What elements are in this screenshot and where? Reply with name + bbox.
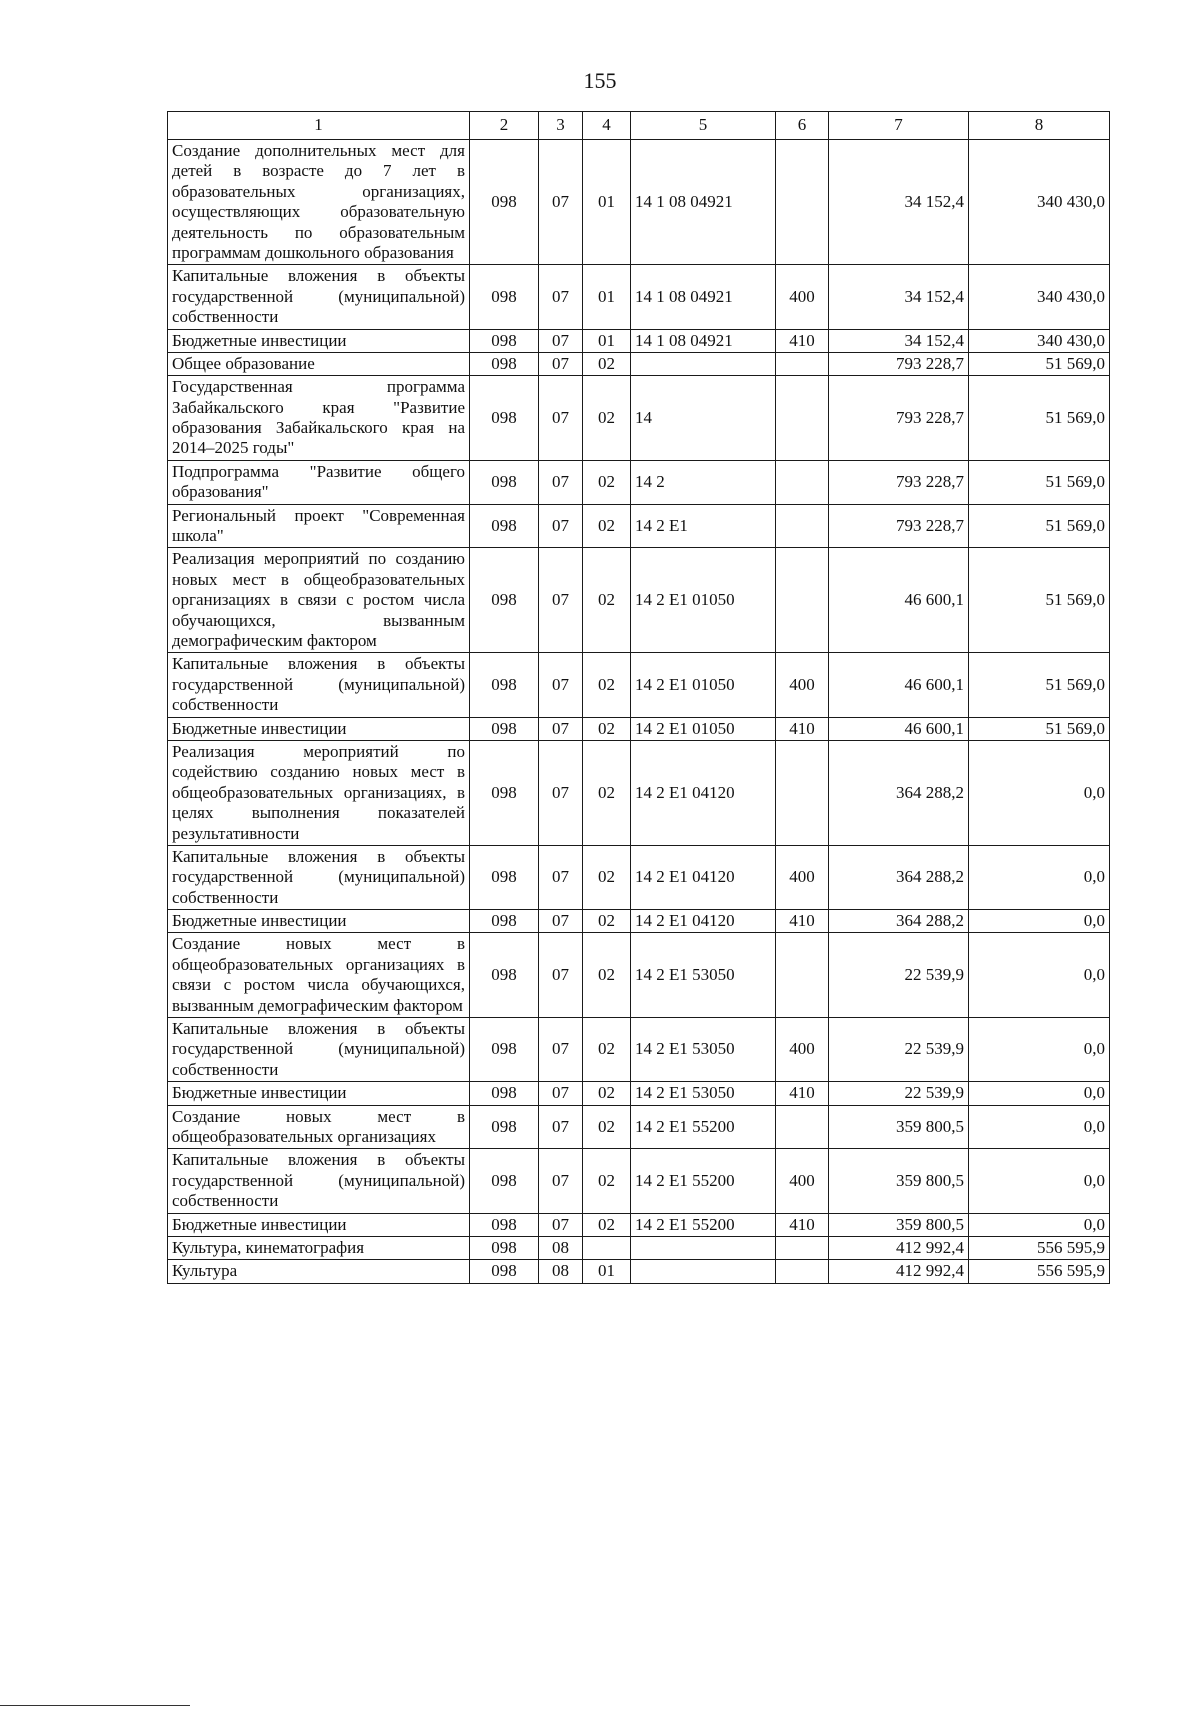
table-row xyxy=(168,329,1110,352)
row-subsection-cell: 02 xyxy=(583,1018,631,1082)
row-name-cell: Общее образование xyxy=(168,352,470,375)
table-row xyxy=(168,1105,1110,1149)
row-amount-2-cell: 51 569,0 xyxy=(969,460,1110,504)
row-section-cell: 07 xyxy=(539,1082,583,1105)
row-amount-1-cell: 793 228,7 xyxy=(829,504,969,548)
row-expense-type-cell xyxy=(776,376,829,461)
column-header-2: 2 xyxy=(470,112,539,140)
row-target-article-cell: 14 2 E1 01050 xyxy=(631,653,776,717)
row-admin-code-cell: 098 xyxy=(470,1149,539,1213)
row-admin-code-cell: 098 xyxy=(470,717,539,740)
row-amount-1-cell: 34 152,4 xyxy=(829,329,969,352)
row-admin-code-cell: 098 xyxy=(470,548,539,653)
row-section-cell: 07 xyxy=(539,1149,583,1213)
row-amount-2-cell: 0,0 xyxy=(969,1105,1110,1149)
row-name-cell: Капитальные вложения в объекты государственной (муниципальной) собственности xyxy=(168,845,470,909)
table-row xyxy=(168,845,1110,909)
row-section-cell: 07 xyxy=(539,329,583,352)
row-name-cell: Бюджетные инвестиции xyxy=(168,717,470,740)
row-amount-2-cell: 51 569,0 xyxy=(969,717,1110,740)
table-row xyxy=(168,265,1110,329)
row-section-cell: 07 xyxy=(539,845,583,909)
column-header-3: 3 xyxy=(539,112,583,140)
row-name-cell: Бюджетные инвестиции xyxy=(168,1213,470,1236)
table-row xyxy=(168,653,1110,717)
row-expense-type-cell: 410 xyxy=(776,329,829,352)
row-subsection-cell: 01 xyxy=(583,1260,631,1283)
row-expense-type-cell xyxy=(776,933,829,1018)
row-amount-1-cell: 22 539,9 xyxy=(829,1082,969,1105)
row-amount-1-cell: 359 800,5 xyxy=(829,1149,969,1213)
row-expense-type-cell xyxy=(776,740,829,845)
row-name-cell: Создание новых мест в общеобразовательных организациях xyxy=(168,1105,470,1149)
row-section-cell: 08 xyxy=(539,1236,583,1259)
row-name-cell: Региональный проект "Современная школа" xyxy=(168,504,470,548)
table-header-row xyxy=(168,112,1110,140)
row-target-article-cell: 14 2 E1 55200 xyxy=(631,1149,776,1213)
row-amount-2-cell: 0,0 xyxy=(969,1213,1110,1236)
row-amount-2-cell: 51 569,0 xyxy=(969,653,1110,717)
column-header-1: 1 xyxy=(168,112,470,140)
column-header-6: 6 xyxy=(776,112,829,140)
table-row xyxy=(168,933,1110,1018)
row-amount-1-cell: 364 288,2 xyxy=(829,845,969,909)
row-name-cell: Капитальные вложения в объекты государственной (муниципальной) собственности xyxy=(168,1018,470,1082)
row-section-cell: 07 xyxy=(539,717,583,740)
row-target-article-cell: 14 2 E1 55200 xyxy=(631,1105,776,1149)
row-admin-code-cell: 098 xyxy=(470,933,539,1018)
row-expense-type-cell: 400 xyxy=(776,845,829,909)
row-target-article-cell: 14 1 08 04921 xyxy=(631,265,776,329)
table-row xyxy=(168,1260,1110,1283)
row-expense-type-cell xyxy=(776,1260,829,1283)
row-amount-2-cell: 0,0 xyxy=(969,845,1110,909)
row-admin-code-cell: 098 xyxy=(470,1105,539,1149)
row-amount-1-cell: 34 152,4 xyxy=(829,265,969,329)
row-target-article-cell: 14 2 E1 55200 xyxy=(631,1213,776,1236)
row-admin-code-cell: 098 xyxy=(470,140,539,265)
row-admin-code-cell: 098 xyxy=(470,376,539,461)
row-name-cell: Создание новых мест в общеобразовательных организациях в связи с ростом числа обучающихся, вызванным демографическим фактором xyxy=(168,933,470,1018)
row-admin-code-cell: 098 xyxy=(470,1018,539,1082)
row-subsection-cell: 02 xyxy=(583,717,631,740)
row-section-cell: 07 xyxy=(539,265,583,329)
row-section-cell: 08 xyxy=(539,1260,583,1283)
row-amount-2-cell: 340 430,0 xyxy=(969,140,1110,265)
table-body xyxy=(168,140,1110,1284)
row-name-cell: Капитальные вложения в объекты государственной (муниципальной) собственности xyxy=(168,653,470,717)
row-amount-2-cell: 340 430,0 xyxy=(969,329,1110,352)
row-admin-code-cell: 098 xyxy=(470,265,539,329)
row-target-article-cell xyxy=(631,352,776,375)
row-amount-2-cell: 556 595,9 xyxy=(969,1236,1110,1259)
row-section-cell: 07 xyxy=(539,653,583,717)
row-subsection-cell: 02 xyxy=(583,376,631,461)
row-amount-2-cell: 51 569,0 xyxy=(969,376,1110,461)
table-row xyxy=(168,717,1110,740)
row-section-cell: 07 xyxy=(539,1018,583,1082)
row-expense-type-cell: 410 xyxy=(776,910,829,933)
row-expense-type-cell: 410 xyxy=(776,1213,829,1236)
row-expense-type-cell: 400 xyxy=(776,265,829,329)
row-amount-2-cell: 0,0 xyxy=(969,910,1110,933)
row-target-article-cell: 14 1 08 04921 xyxy=(631,329,776,352)
row-admin-code-cell: 098 xyxy=(470,1260,539,1283)
row-amount-1-cell: 412 992,4 xyxy=(829,1236,969,1259)
row-name-cell: Культура xyxy=(168,1260,470,1283)
row-admin-code-cell: 098 xyxy=(470,653,539,717)
row-amount-2-cell: 0,0 xyxy=(969,933,1110,1018)
row-admin-code-cell: 098 xyxy=(470,504,539,548)
row-section-cell: 07 xyxy=(539,910,583,933)
row-expense-type-cell xyxy=(776,352,829,375)
column-header-5: 5 xyxy=(631,112,776,140)
row-expense-type-cell xyxy=(776,1105,829,1149)
row-amount-1-cell: 34 152,4 xyxy=(829,140,969,265)
row-expense-type-cell: 400 xyxy=(776,1149,829,1213)
row-target-article-cell: 14 2 E1 01050 xyxy=(631,548,776,653)
table-row xyxy=(168,376,1110,461)
row-name-cell: Создание дополнительных мест для детей в возрасте до 7 лет в образовательных организациях, осуществляющих образовательную деятельность по образовательным программам дошкольного образования xyxy=(168,140,470,265)
row-subsection-cell: 02 xyxy=(583,1105,631,1149)
row-amount-2-cell: 0,0 xyxy=(969,1149,1110,1213)
row-section-cell: 07 xyxy=(539,140,583,265)
row-subsection-cell: 01 xyxy=(583,329,631,352)
row-target-article-cell: 14 2 E1 53050 xyxy=(631,1018,776,1082)
row-admin-code-cell: 098 xyxy=(470,329,539,352)
row-section-cell: 07 xyxy=(539,352,583,375)
column-header-4: 4 xyxy=(583,112,631,140)
row-target-article-cell: 14 2 E1 04120 xyxy=(631,740,776,845)
column-header-8: 8 xyxy=(969,112,1110,140)
row-amount-1-cell: 364 288,2 xyxy=(829,740,969,845)
row-target-article-cell xyxy=(631,1260,776,1283)
row-subsection-cell: 02 xyxy=(583,1149,631,1213)
row-amount-1-cell: 359 800,5 xyxy=(829,1213,969,1236)
row-target-article-cell: 14 2 E1 04120 xyxy=(631,845,776,909)
row-target-article-cell xyxy=(631,1236,776,1259)
row-subsection-cell: 02 xyxy=(583,653,631,717)
row-name-cell: Капитальные вложения в объекты государственной (муниципальной) собственности xyxy=(168,1149,470,1213)
table-row xyxy=(168,740,1110,845)
row-name-cell: Культура, кинематография xyxy=(168,1236,470,1259)
row-expense-type-cell xyxy=(776,548,829,653)
row-name-cell: Государственная программа Забайкальского края "Развитие образования Забайкальского края на 2014–2025 годы" xyxy=(168,376,470,461)
row-subsection-cell: 02 xyxy=(583,352,631,375)
row-target-article-cell: 14 2 E1 53050 xyxy=(631,933,776,1018)
page-number: 155 xyxy=(583,68,617,93)
row-expense-type-cell: 400 xyxy=(776,653,829,717)
row-amount-1-cell: 359 800,5 xyxy=(829,1105,969,1149)
budget-table xyxy=(167,111,1110,1284)
row-expense-type-cell: 400 xyxy=(776,1018,829,1082)
row-target-article-cell: 14 2 E1 53050 xyxy=(631,1082,776,1105)
row-name-cell: Подпрограмма "Развитие общего образования" xyxy=(168,460,470,504)
table-row xyxy=(168,1018,1110,1082)
row-section-cell: 07 xyxy=(539,1105,583,1149)
row-name-cell: Бюджетные инвестиции xyxy=(168,910,470,933)
row-subsection-cell: 02 xyxy=(583,548,631,653)
row-amount-2-cell: 0,0 xyxy=(969,740,1110,845)
bottom-divider xyxy=(0,1705,190,1706)
row-name-cell: Бюджетные инвестиции xyxy=(168,1082,470,1105)
table-row xyxy=(168,548,1110,653)
row-target-article-cell: 14 2 E1 01050 xyxy=(631,717,776,740)
row-subsection-cell: 02 xyxy=(583,933,631,1018)
row-admin-code-cell: 098 xyxy=(470,352,539,375)
row-amount-1-cell: 46 600,1 xyxy=(829,548,969,653)
row-admin-code-cell: 098 xyxy=(470,460,539,504)
table-row xyxy=(168,504,1110,548)
row-amount-2-cell: 0,0 xyxy=(969,1082,1110,1105)
row-amount-1-cell: 22 539,9 xyxy=(829,933,969,1018)
table-row xyxy=(168,352,1110,375)
row-subsection-cell: 02 xyxy=(583,910,631,933)
row-admin-code-cell: 098 xyxy=(470,910,539,933)
column-header-7: 7 xyxy=(829,112,969,140)
table-row xyxy=(168,1236,1110,1259)
table-row xyxy=(168,460,1110,504)
row-name-cell: Бюджетные инвестиции xyxy=(168,329,470,352)
row-subsection-cell xyxy=(583,1236,631,1259)
row-expense-type-cell xyxy=(776,460,829,504)
row-section-cell: 07 xyxy=(539,548,583,653)
row-amount-1-cell: 793 228,7 xyxy=(829,376,969,461)
row-amount-2-cell: 556 595,9 xyxy=(969,1260,1110,1283)
row-section-cell: 07 xyxy=(539,460,583,504)
row-admin-code-cell: 098 xyxy=(470,1082,539,1105)
row-section-cell: 07 xyxy=(539,376,583,461)
row-admin-code-cell: 098 xyxy=(470,1236,539,1259)
row-subsection-cell: 02 xyxy=(583,460,631,504)
row-expense-type-cell xyxy=(776,140,829,265)
row-amount-2-cell: 340 430,0 xyxy=(969,265,1110,329)
row-name-cell: Реализация мероприятий по содействию созданию новых мест в общеобразовательных организациях, в целях выполнения показателей результативности xyxy=(168,740,470,845)
row-amount-1-cell: 46 600,1 xyxy=(829,717,969,740)
row-admin-code-cell: 098 xyxy=(470,1213,539,1236)
row-amount-1-cell: 412 992,4 xyxy=(829,1260,969,1283)
row-target-article-cell: 14 2 E1 04120 xyxy=(631,910,776,933)
row-expense-type-cell xyxy=(776,1236,829,1259)
table-row xyxy=(168,1082,1110,1105)
row-amount-2-cell: 51 569,0 xyxy=(969,548,1110,653)
row-name-cell: Реализация мероприятий по созданию новых мест в общеобразовательных организациях в связи с ростом числа обучающихся, вызванным демографическим фактором xyxy=(168,548,470,653)
row-target-article-cell: 14 2 xyxy=(631,460,776,504)
row-amount-1-cell: 22 539,9 xyxy=(829,1018,969,1082)
row-amount-2-cell: 0,0 xyxy=(969,1018,1110,1082)
table-row xyxy=(168,1213,1110,1236)
row-subsection-cell: 02 xyxy=(583,1213,631,1236)
row-expense-type-cell: 410 xyxy=(776,1082,829,1105)
row-section-cell: 07 xyxy=(539,740,583,845)
row-amount-2-cell: 51 569,0 xyxy=(969,504,1110,548)
table-row xyxy=(168,1149,1110,1213)
row-amount-1-cell: 46 600,1 xyxy=(829,653,969,717)
row-amount-1-cell: 793 228,7 xyxy=(829,352,969,375)
table-row xyxy=(168,910,1110,933)
row-amount-1-cell: 793 228,7 xyxy=(829,460,969,504)
row-section-cell: 07 xyxy=(539,504,583,548)
row-section-cell: 07 xyxy=(539,1213,583,1236)
row-amount-2-cell: 51 569,0 xyxy=(969,352,1110,375)
row-expense-type-cell: 410 xyxy=(776,717,829,740)
row-subsection-cell: 02 xyxy=(583,1082,631,1105)
row-amount-1-cell: 364 288,2 xyxy=(829,910,969,933)
row-subsection-cell: 02 xyxy=(583,504,631,548)
row-section-cell: 07 xyxy=(539,933,583,1018)
row-admin-code-cell: 098 xyxy=(470,740,539,845)
table-row xyxy=(168,140,1110,265)
row-target-article-cell: 14 xyxy=(631,376,776,461)
row-expense-type-cell xyxy=(776,504,829,548)
row-subsection-cell: 01 xyxy=(583,265,631,329)
row-subsection-cell: 01 xyxy=(583,140,631,265)
row-subsection-cell: 02 xyxy=(583,740,631,845)
row-admin-code-cell: 098 xyxy=(470,845,539,909)
row-subsection-cell: 02 xyxy=(583,845,631,909)
row-target-article-cell: 14 2 E1 xyxy=(631,504,776,548)
row-target-article-cell: 14 1 08 04921 xyxy=(631,140,776,265)
row-name-cell: Капитальные вложения в объекты государственной (муниципальной) собственности xyxy=(168,265,470,329)
